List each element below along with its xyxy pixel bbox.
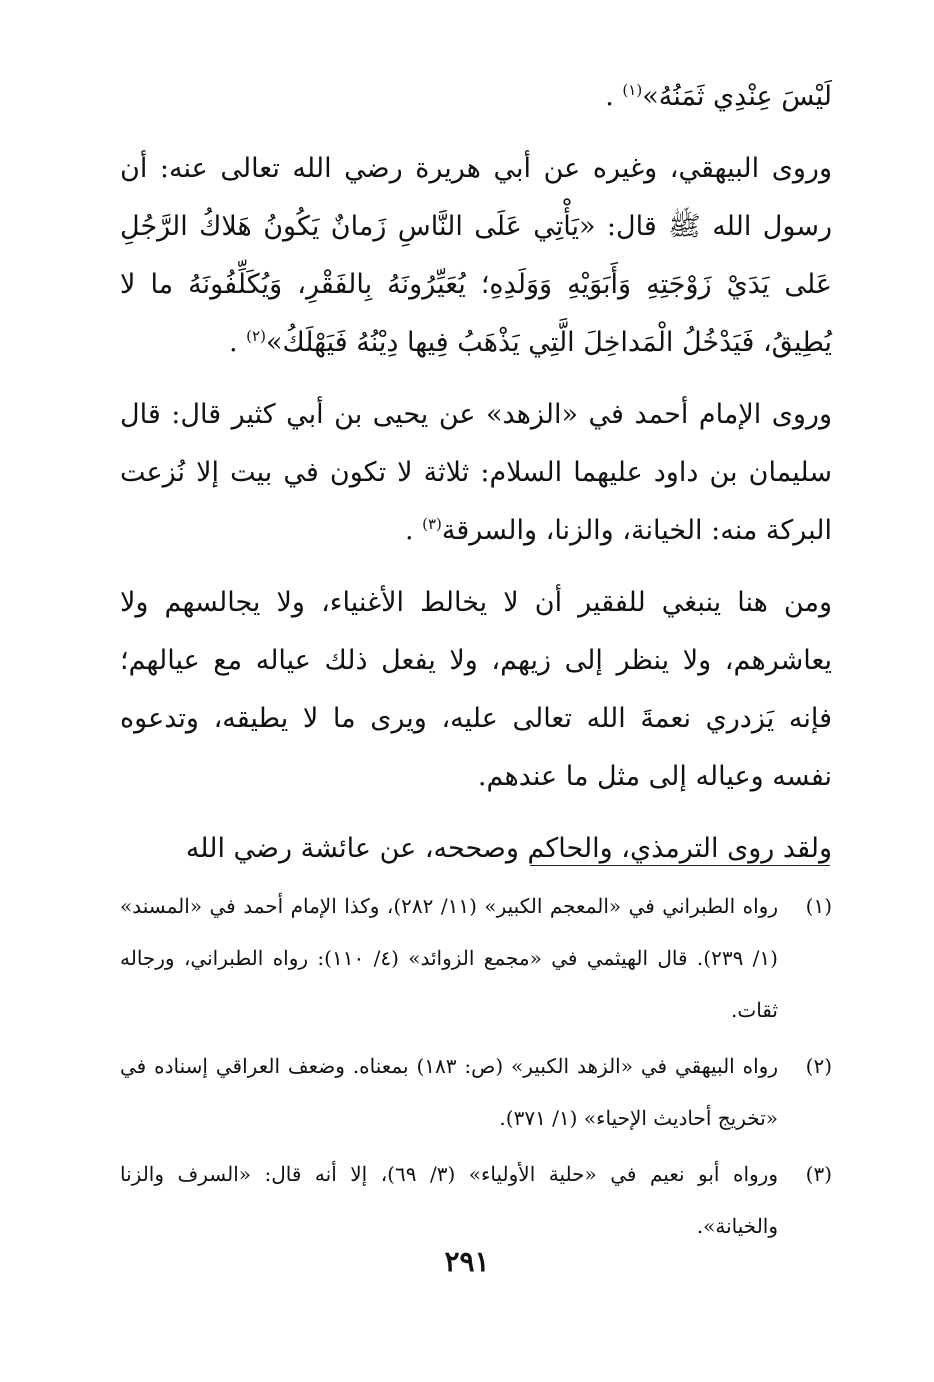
footnote-ref-1[interactable]: (١) [622,81,643,99]
paragraph-text: لَيْسَ عِنْدِي ثَمَنُهُ» [642,81,832,112]
paragraph-5 [120,820,832,878]
paragraph-1 [120,68,832,126]
footnote-text: ورواه أبو نعيم في «حلية الأولياء» (٣/ ٦٩)، إلا أنه قال: «السرف والزنا والخيانة». [120,1162,779,1238]
paragraph-4 [120,574,832,806]
paragraph-tail: . [404,515,423,546]
main-text [120,68,832,878]
footnote-1 [120,880,832,1036]
footnote-text: رواه البيهقي في «الزهد الكبير» (ص: ١٨٣) بمعناه. وضعف العراقي إسناده في «تخريج أحاديث الإحياء» (١/ ٣٧١). [120,1054,778,1130]
footnote-text: رواه الطبراني في «المعجم الكبير» (١١/ ٢٨٢)، وكذا الإمام أحمد في «المسند» (١/ ٢٣٩). قال الهيثمي في «مجمع الزوائد» (٤/ ١١٠): رواه الطبراني، ورجاله ثقات. [120,894,779,1022]
paragraph-text: ولقد روى الترمذي، والحاكم وصححه، عن عائشة رضي الله [185,833,832,864]
paragraph-text: ومن هنا ينبغي للفقير أن لا يخالط الأغنياء، ولا يجالسهم ولا يعاشرهم، ولا ينظر إلى زيهم، ولا يفعل ذلك عياله مع عيالهم؛ فإنه يَزدري نعمةَ الله تعالى عليه، ويرى ما لا يطيقه، وتدعوه نفسه وعياله إلى مثل ما عندهم. [120,587,832,792]
paragraph-tail: . [228,327,247,358]
footnote-number: (١) [805,894,832,918]
footnotes [120,880,832,1256]
paragraph-3 [120,386,832,560]
footnote-divider [530,865,830,866]
footnote-ref-2[interactable]: (٢) [246,327,266,345]
footnote-ref-3[interactable]: (٣) [422,515,442,533]
page-number: ٢٩١ [444,1245,490,1278]
paragraph-text: وروى الإمام أحمد في «الزهد» عن يحيى بن أبي كثير قال: قال سليمان بن داود عليهما السلام: ثلاثة لا تكون في بيت إلا نُزعت البركة منه: الخيانة، والزنا، والسرقة [120,399,832,546]
paragraph-2 [120,140,832,372]
paragraph-text: وروى البيهقي، وغيره عن أبي هريرة رضي الله تعالى عنه: أن رسول الله ﷺ قال: «يَأْتِي عَلَى النَّاسِ زَمانٌ يَكُونُ هَلاكُ الرَّجُلِ عَلى يَدَيْ زَوْجَتِهِ وَأَبَوَيْهِ وَوَلَدِهِ؛ يُعَيِّرُونَهُ بِالفَقْرِ، وَيُكَلِّفُونَهُ ما لا يُطِيقُ، فَيَدْخُلُ الْمَداخِلَ الَّتِي يَذْهَبُ فِيها دِيْنُهُ فَيَهْلَكُ» [120,153,832,358]
footnote-number: (٢) [805,1054,832,1078]
footnote-number: (٣) [805,1162,832,1186]
paragraph-tail: . [605,81,623,112]
footnote-3 [120,1148,832,1252]
footnote-2 [120,1040,832,1144]
